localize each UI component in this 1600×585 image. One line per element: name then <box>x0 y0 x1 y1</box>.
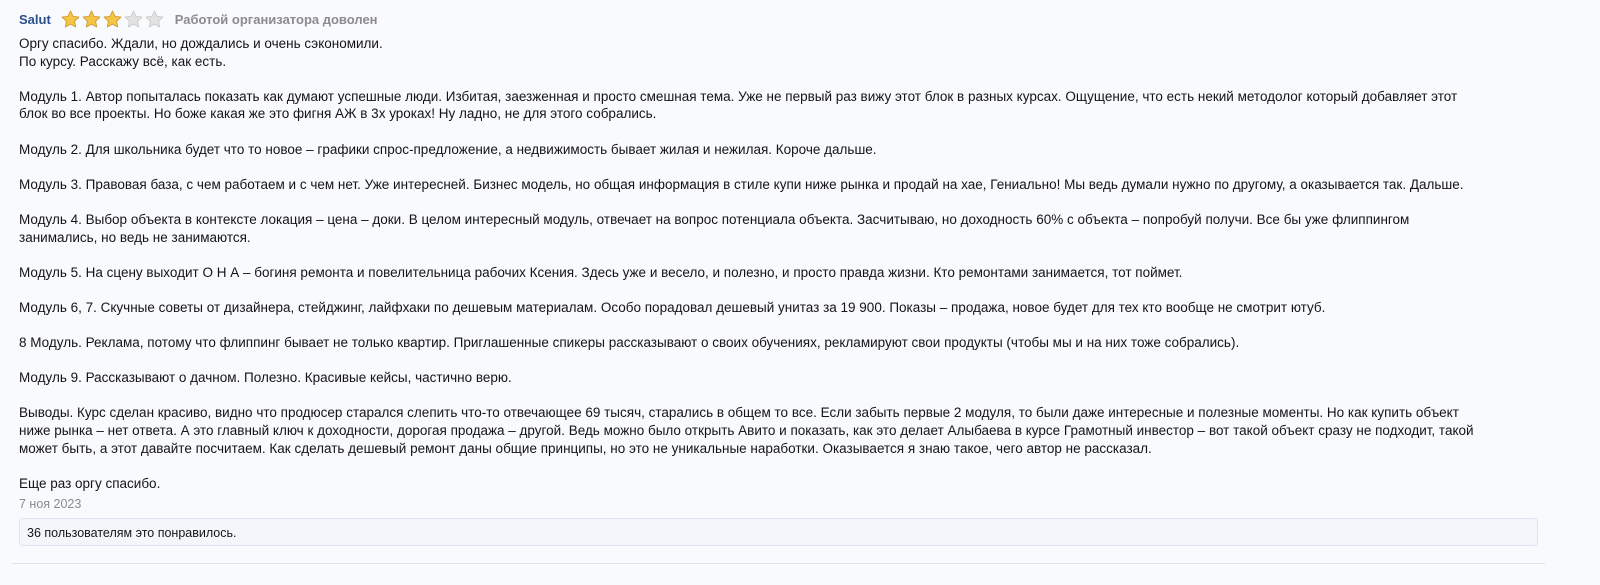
review-header <box>19 8 1570 30</box>
review-divider <box>12 563 1545 564</box>
likes-text[interactable]: 36 пользователям это понравилось. <box>27 526 237 541</box>
star-filled-icon <box>102 9 123 30</box>
paragraph-gap <box>19 352 1559 370</box>
review-line: 8 Модуль. Реклама, потому что флиппинг бывает не только квартир. Приглашенные спикеры рассказывают о своих обучениях, рекламируют свои продукты (чтобы мы и на них тоже собрались). <box>19 335 1240 351</box>
review-date: 7 ноя 2023 <box>19 497 82 512</box>
paragraph-gap <box>19 317 1559 335</box>
paragraph-gap <box>19 193 1559 211</box>
review-line: ниже рынка – нет ответа. А это главный ключ к доходности, дорогая продажа – другой. Ведь можно было открыть Авито и показать, как это делает Алыбаева в курсе Грамотный инвестор – вот такой объект сразу не подходит, такой <box>19 423 1474 439</box>
review-line: Оргу спасибо. Ждали, но дождались и очень сэкономили. <box>19 36 383 51</box>
paragraph-gap <box>19 387 1559 405</box>
star-filled-icon <box>60 9 81 30</box>
star-empty-icon <box>144 9 165 30</box>
paragraph-gap <box>19 246 1559 264</box>
rating-text: Работой организатора доволен <box>174 11 378 27</box>
review-line: Модуль 2. Для школьника будет что то новое – графики спрос-предложение, а недвижимость бывает жилая и нежилая. Короче дальше. <box>19 141 877 157</box>
review-author-link[interactable]: Salut <box>19 11 51 27</box>
paragraph-gap <box>19 457 1559 475</box>
rating-stars <box>60 9 165 30</box>
likes-box <box>19 518 1538 546</box>
paragraph-gap <box>19 281 1559 299</box>
review-line: Модуль 5. На сцену выходит О Н А – богиня ремонта и повелительница рабочих Ксения. Здесь уже и весело, и полезно, и просто правда жизни. Кто ремонтами занимается, тот поймет. <box>19 264 1183 280</box>
review-line: Модуль 4. Выбор объекта в контексте локация – цена – доки. В целом интересный модуль, отвечает на вопрос потенциала объекта. Засчитываю, но доходность 60% с объекта – попробуй получи. Все бы уже флиппингом <box>19 211 1410 227</box>
review-line: Еще раз оргу спасибо. <box>19 475 161 491</box>
review-line: Модуль 3. Правовая база, с чем работаем и с чем нет. Уже интересней. Бизнес модель, но общая информация в стиле купи ниже рынка и продай на хае, Гениально! Мы ведь думали нужно по другому, а оказывается так. Дальше. <box>19 176 1464 192</box>
review-line: Выводы. Курс сделан красиво, видно что продюсер старался слепить что-то отвечающее 69 тысяч, старались в общем то все. Если забыть первые 2 модуля, то были даже интересные и полезные моменты. Но как купить объект <box>19 405 1459 421</box>
review-line: Модуль 1. Автор попыталась показать как думают успешные люди. Избитая, заезженная и просто смешная тема. Уже не первый раз вижу этот блок в разных курсах. Ощущение, что есть некий методолог который добавляет этот <box>19 88 1458 104</box>
review-line: может быть, а этот давайте посчитаем. Как сделать дешевый ремонт даны общие принципы, но это не уникальные наработки. Оказывается я знаю такое, чего автор не рассказал. <box>19 440 1152 456</box>
star-empty-icon <box>123 9 144 30</box>
paragraph-gap <box>19 158 1559 176</box>
review-line: блок во все проекты. Но боже какая же это фигня АЖ в 3х уроках! Ну ладно, не для этого собрались. <box>19 106 657 122</box>
review-text <box>19 35 1559 492</box>
review-line: Модуль 9. Рассказывают о дачном. Полезно. Красивые кейсы, частично верю. <box>19 370 512 386</box>
review-line: Модуль 6, 7. Скучные советы от дизайнера, стейджинг, лайфхаки по дешевым материалам. Особо порадовал дешевый унитаз за 19 900. Показы – продажа, новое будет для тех кто вообще не смотрит ютуб. <box>19 299 1326 315</box>
review-line: По курсу. Расскажу всё, как есть. <box>19 53 227 69</box>
paragraph-gap <box>19 123 1559 141</box>
paragraph-gap <box>19 70 1559 88</box>
star-filled-icon <box>81 9 102 30</box>
review-line: занимались, но ведь не занимаются. <box>19 229 251 245</box>
